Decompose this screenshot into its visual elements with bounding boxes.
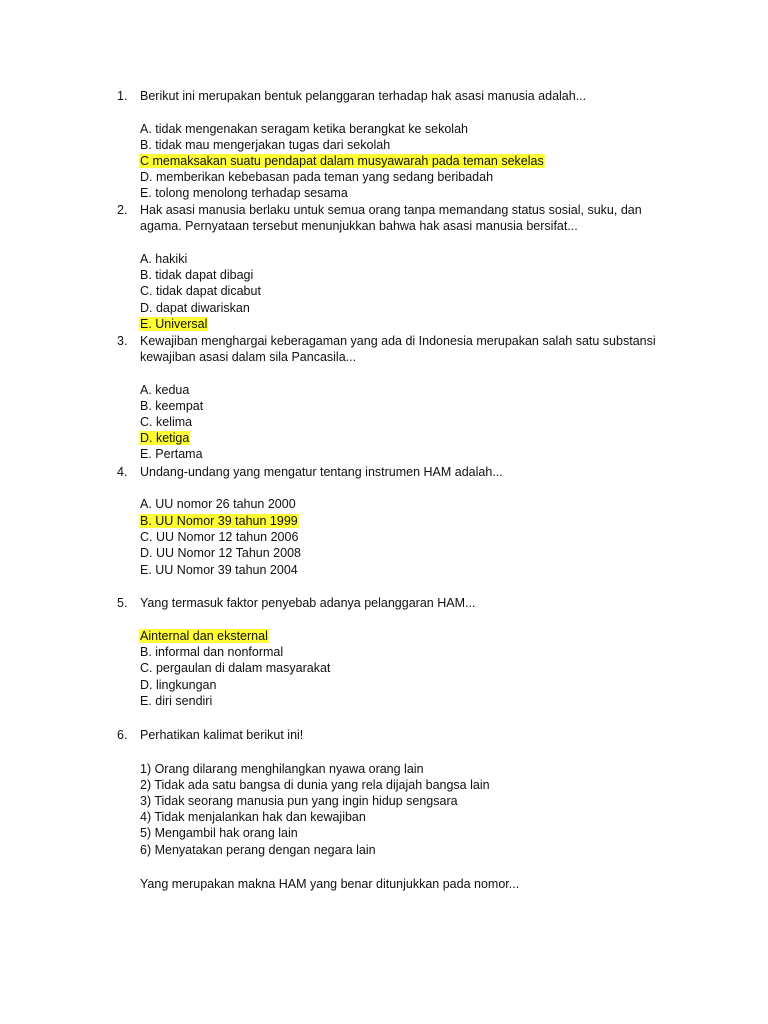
option: A. tidak mengenakan seragam ketika berangkat ke sekolah [140, 122, 468, 136]
option-highlighted: B. UU Nomor 39 tahun 1999 [140, 514, 298, 528]
question-text: Perhatikan kalimat berikut ini! [140, 728, 304, 742]
option-highlighted: C memaksakan suatu pendapat dalam musyawarah pada teman sekelas [140, 154, 544, 168]
statement-item: 1) Orang dilarang menghilangkan nyawa orang lain [140, 762, 424, 776]
option: B. informal dan nonformal [140, 645, 284, 659]
question-1 [0, 88, 768, 104]
question-5 [0, 595, 768, 611]
option: B. keempat [140, 399, 204, 413]
option: B. tidak mau mengerjakan tugas dari sekolah [140, 138, 391, 152]
question-2 [0, 202, 768, 234]
option: C. UU Nomor 12 tahun 2006 [140, 530, 299, 544]
question-number: 4. [117, 465, 128, 479]
option-highlighted: E. Universal [140, 317, 208, 331]
option: E. diri sendiri [140, 694, 213, 708]
question-text: kewajiban asasi dalam sila Pancasila... [140, 350, 357, 364]
question-text: Berikut ini merupakan bentuk pelanggaran terhadap hak asasi manusia adalah... [140, 89, 587, 103]
option: A. hakiki [140, 252, 188, 266]
option: D. memberikan kebebasan pada teman yang sedang beribadah [140, 170, 494, 184]
option-highlighted: Ainternal dan eksternal [140, 629, 268, 643]
option: E. tolong menolong terhadap sesama [140, 186, 348, 200]
option: E. UU Nomor 39 tahun 2004 [140, 563, 298, 577]
question-text: Yang termasuk faktor penyebab adanya pelanggaran HAM... [140, 596, 476, 610]
option: A. UU nomor 26 tahun 2000 [140, 497, 296, 511]
question-4 [0, 464, 768, 480]
option: A. kedua [140, 383, 190, 397]
question-footer: Yang merupakan makna HAM yang benar ditunjukkan pada nomor... [140, 877, 520, 891]
statement-item: 6) Menyatakan perang dengan negara lain [140, 843, 376, 857]
option: D. lingkungan [140, 678, 217, 692]
option: D. dapat diwariskan [140, 301, 250, 315]
question-number: 1. [117, 89, 128, 103]
statement-item: 5) Mengambil hak orang lain [140, 826, 298, 840]
question-3 [0, 333, 768, 365]
statement-item: 4) Tidak menjalankan hak dan kewajiban [140, 810, 366, 824]
option-highlighted: D. ketiga [140, 431, 190, 445]
question-6 [0, 727, 768, 743]
option: C. tidak dapat dicabut [140, 284, 261, 298]
option: C. kelima [140, 415, 193, 429]
question-number: 6. [117, 728, 128, 742]
option: D. UU Nomor 12 Tahun 2008 [140, 546, 301, 560]
question-text: agama. Pernyataan tersebut menunjukkan bahwa hak asasi manusia bersifat... [140, 219, 578, 233]
question-number: 5. [117, 596, 128, 610]
question-number: 3. [117, 334, 128, 348]
option: C. pergaulan di dalam masyarakat [140, 661, 331, 675]
question-text: Undang-undang yang mengatur tentang instrumen HAM adalah... [140, 465, 503, 479]
statement-item: 2) Tidak ada satu bangsa di dunia yang rela dijajah bangsa lain [140, 778, 490, 792]
question-text: Kewajiban menghargai keberagaman yang ada di Indonesia merupakan salah satu substansi [140, 334, 656, 348]
question-text: Hak asasi manusia berlaku untuk semua orang tanpa memandang status sosial, suku, dan [140, 203, 642, 217]
option: B. tidak dapat dibagi [140, 268, 254, 282]
statement-item: 3) Tidak seorang manusia pun yang ingin hidup sengsara [140, 794, 458, 808]
question-number: 2. [117, 203, 128, 217]
option: E. Pertama [140, 447, 203, 461]
